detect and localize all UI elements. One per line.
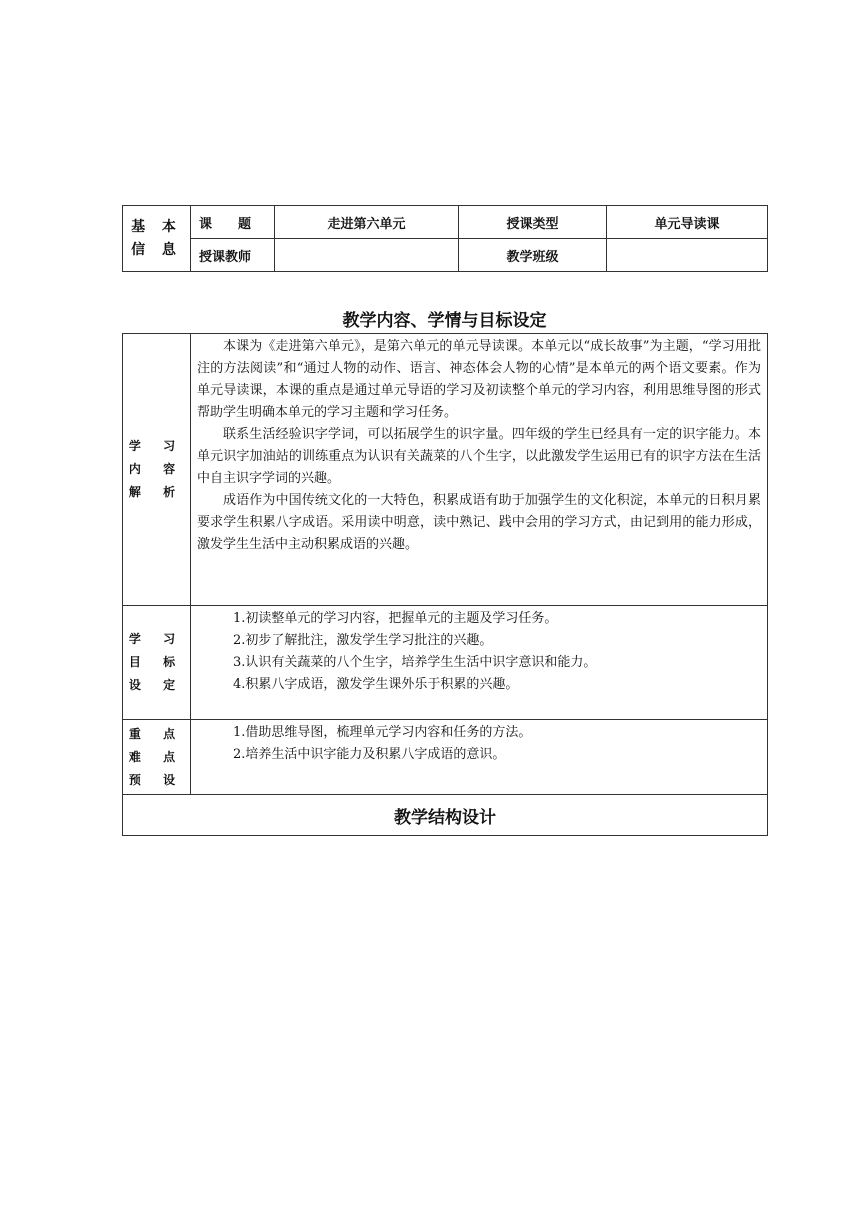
key-point-item: 1.借助思维导图，梳理单元学习内容和任务的方法。 <box>233 725 532 740</box>
goal-item: 3.认识有关蔬菜的八个生字，培养学生生活中识字意识和能力。 <box>233 655 597 670</box>
key-points-label-line: 难 点 <box>128 749 185 764</box>
key-points-label-line: 预 设 <box>128 772 185 787</box>
content-paragraph: 本课为《走进第六单元》，是第六单元的单元导读课。本单元以“成长故事”为主题，“学习用批注的方法阅读”和“通过人物的动作、语言、神态体会人物的心情”是本单元的两个语文要素。作为单元导读课，本课的重点是通过单元导语的学习及初读整个单元的学习内容，利用思维导图的形式帮助学生明确本单元的学习主题和学习任务。 <box>197 339 761 420</box>
content-analysis-row <box>123 334 768 606</box>
key-point-item: 2.培养生活中识字能力及积累八字成语的意识。 <box>233 747 506 762</box>
key-points-label <box>123 720 191 795</box>
content-analysis-label <box>123 334 191 606</box>
topic-label: 课 题 <box>191 206 275 239</box>
basic-info-label-line2: 信 息 <box>131 241 182 258</box>
content-paragraph: 联系生活经验识字学词，可以拓展学生的识字量。四年级的学生已经具有一定的识字能力。本单元识字加油站的训练重点为认识有关蔬菜的八个生字，以此激发学生运用已有的识字方法在生活中自主识字学词的兴趣。 <box>197 427 761 486</box>
content-paragraph: 成语作为中国传统文化的一大特色，积累成语有助于加强学生的文化积淀，本单元的日积月累要求学生积累八字成语。采用读中明意，读中熟记、践中会用的学习方式，由记到用的能力形成，激发学生生活中主动积累成语的兴趣。 <box>197 493 761 552</box>
teacher-label: 授课教师 <box>191 239 275 272</box>
footer-row <box>123 795 768 836</box>
key-points-label-line: 重 点 <box>128 726 185 741</box>
content-analysis-label-line: 学 习 <box>128 439 185 453</box>
content-table <box>122 333 768 836</box>
basic-info-label-line1: 基 本 <box>131 218 182 235</box>
section-title: 教学内容、学情与目标设定 <box>342 311 547 331</box>
learning-goals-body <box>191 606 768 720</box>
class-label: 教学班级 <box>459 239 607 272</box>
teacher-value <box>275 239 459 272</box>
info-row-teacher <box>123 239 768 272</box>
learning-goals-label-line: 设 定 <box>128 678 185 692</box>
content-analysis-label-line: 解 析 <box>128 485 185 499</box>
key-points-row <box>123 720 768 795</box>
learning-goals-label-line: 学 习 <box>128 632 185 646</box>
basic-info-label <box>123 206 191 272</box>
class-value <box>607 239 768 272</box>
info-row-topic <box>123 206 768 239</box>
learning-goals-label-line: 目 标 <box>128 655 185 669</box>
goal-item: 4.积累八字成语，激发学生课外乐于积累的兴趣。 <box>233 677 519 692</box>
goal-item: 2.初步了解批注，激发学生学习批注的兴趣。 <box>233 633 493 648</box>
content-analysis-body <box>191 334 768 606</box>
basic-info-table <box>122 205 768 272</box>
lesson-type-label: 授课类型 <box>459 206 607 239</box>
key-points-body <box>191 720 768 795</box>
content-analysis-label-line: 内 容 <box>128 462 185 476</box>
learning-goals-row <box>123 606 768 720</box>
teaching-structure-title: 教学结构设计 <box>123 795 768 836</box>
topic-value: 走进第六单元 <box>275 206 459 239</box>
lesson-type-value: 单元导读课 <box>607 206 768 239</box>
goal-item: 1.初读整单元的学习内容，把握单元的主题及学习任务。 <box>233 611 558 626</box>
learning-goals-label <box>123 606 191 720</box>
